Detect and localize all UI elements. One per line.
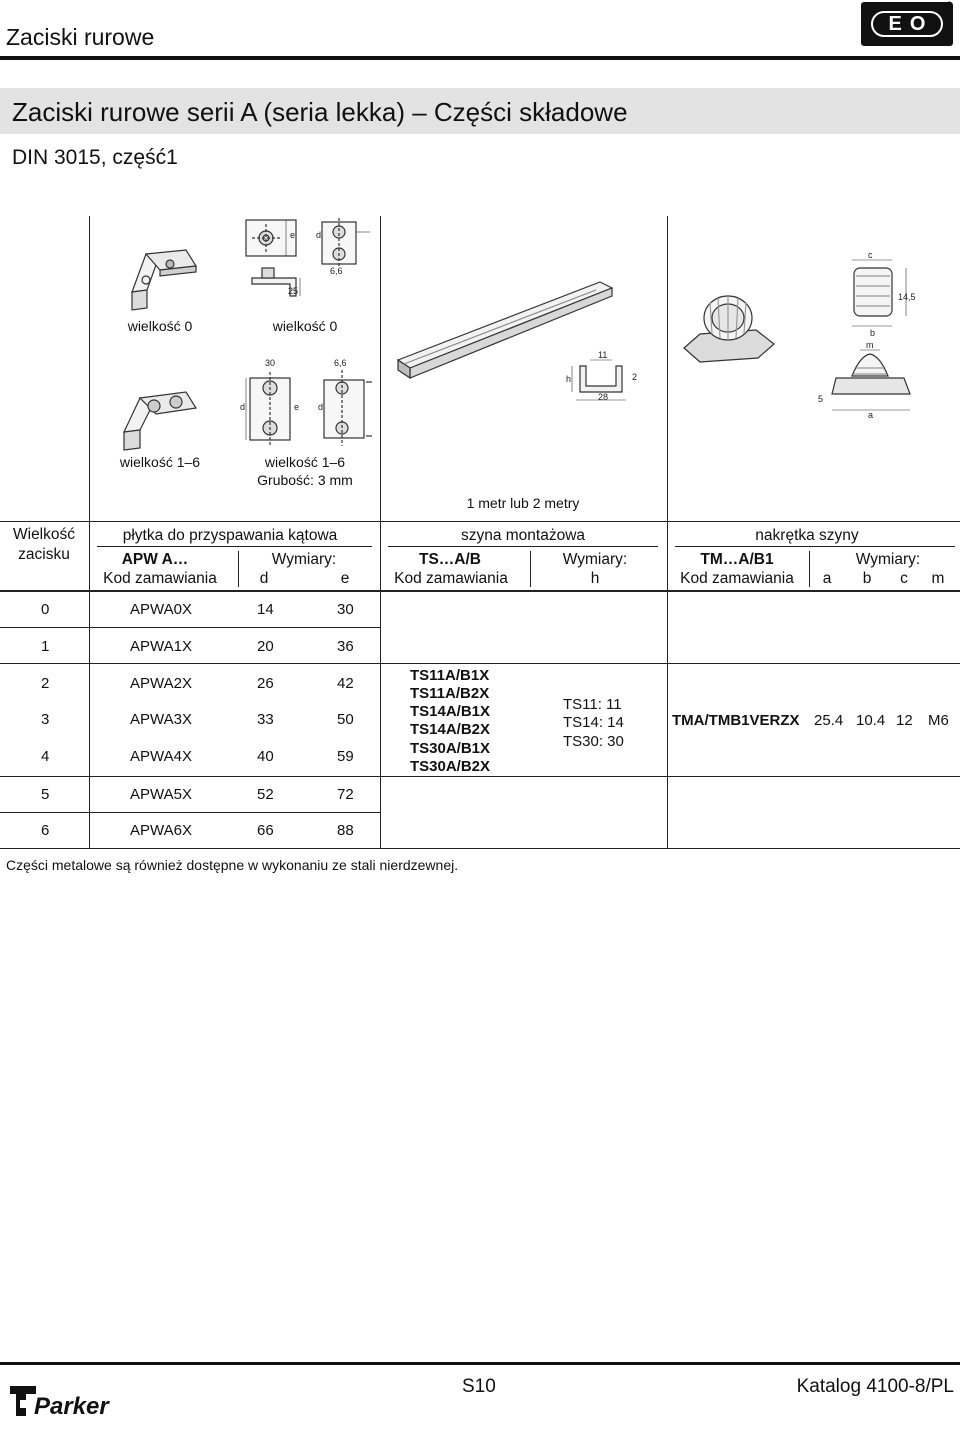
plate-size0-side-icon	[322, 218, 370, 268]
rail-code-5: TS30A/B1X	[410, 740, 491, 757]
rail-group-header: szyna montażowa	[460, 527, 586, 544]
caption-rail-length: 1 metr lub 2 metry	[466, 495, 580, 511]
dim-d: d	[316, 230, 322, 240]
row-size: 3	[41, 711, 50, 728]
dim-m: m	[866, 340, 874, 350]
nut-dims-label: Wymiary:	[855, 551, 921, 568]
row-rule	[0, 776, 960, 777]
parker-logo	[6, 1378, 132, 1424]
row-e: 88	[337, 822, 354, 839]
row-size: 5	[41, 786, 50, 803]
nut-dim-b: b	[862, 570, 872, 587]
nut-value-m: M6	[928, 712, 949, 729]
caption-size0-b: wielkość 0	[272, 318, 338, 334]
col-size-line1: Wielkość	[12, 526, 76, 543]
plate-dim-d: d	[259, 570, 269, 587]
nut-code: TMA/TMB1VERZX	[672, 712, 800, 729]
nut-group-header: nakrętka szyny	[755, 527, 859, 544]
caption-size16-a: wielkość 1–6	[119, 454, 201, 470]
dim-5: 5	[818, 394, 824, 404]
row-e: 42	[337, 675, 354, 692]
plate-dim-e: e	[340, 570, 350, 587]
row-size: 2	[41, 675, 50, 692]
caption-size16-b: wielkość 1–6	[264, 454, 346, 470]
plate-group-header: płytka do przyspawania kątowa	[122, 527, 338, 544]
nut-code-head: TM…A/B1	[700, 551, 774, 568]
row-code: APWA2X	[130, 675, 192, 692]
dim-145: 14,5	[898, 292, 916, 302]
dim-2: 2	[632, 372, 638, 382]
catalog-reference: Katalog 4100-8/PL	[796, 1376, 954, 1397]
row-e: 59	[337, 748, 354, 765]
nut-group-rule	[675, 546, 955, 547]
dim-66b: 6,6	[334, 358, 347, 368]
dim-d3: d	[318, 402, 324, 412]
dim-30: 30	[265, 358, 276, 368]
row-size: 4	[41, 748, 50, 765]
registered-mark: ®	[946, 0, 953, 10]
parker-logo-text: Parker	[34, 1393, 109, 1420]
dim-e: e	[290, 230, 296, 240]
rail-dims-divider	[530, 551, 531, 587]
rail-dim-h: h	[590, 570, 600, 587]
row-d: 14	[257, 601, 274, 618]
dim-a: a	[868, 410, 874, 420]
plate-size16-front-icon	[246, 372, 290, 446]
table-top-rule	[0, 521, 960, 522]
nut-value-a: 25.4	[814, 712, 844, 729]
plate-size16-side-icon	[324, 370, 372, 446]
rail-code-4: TS14A/B2X	[410, 721, 491, 738]
plate-dims-divider	[238, 551, 239, 587]
nut-front-view-icon	[832, 350, 910, 410]
dim-66: 6,6	[330, 266, 343, 276]
eo-logo-text: EO	[871, 11, 943, 37]
nut-dim-c: c	[900, 570, 908, 587]
table-header-rule	[0, 590, 960, 592]
nut-dim-a: a	[822, 570, 832, 587]
row-e: 36	[337, 638, 354, 655]
plate-size0-front-icon	[246, 220, 296, 256]
col-size-line2: zacisku	[18, 546, 70, 563]
row-d: 33	[257, 711, 274, 728]
dim-d2: d	[240, 402, 246, 412]
table-divider-left	[89, 548, 90, 848]
nut-value-c: 12	[896, 712, 913, 729]
dim-h: h	[566, 374, 572, 384]
row-d: 20	[257, 638, 274, 655]
nut-code-label: Kod zamawiania	[680, 570, 794, 587]
eo-logo	[861, 2, 953, 46]
rail-dim-2: TS14: 14	[563, 714, 624, 731]
rail-code-1: TS11A/B1X	[410, 667, 490, 684]
row-code: APWA5X	[130, 786, 192, 803]
rail-nut-icon	[684, 296, 774, 362]
mounting-rail-icon	[398, 282, 612, 378]
row-e: 50	[337, 711, 354, 728]
footnote: Części metalowe są również dostępne w wykonaniu ze stali nierdzewnej.	[6, 857, 459, 873]
dim-11: 11	[598, 350, 608, 360]
row-code: APWA4X	[130, 748, 192, 765]
row-e: 30	[337, 601, 354, 618]
row-e: 72	[337, 786, 354, 803]
dim-b: b	[870, 328, 876, 338]
plate-group-rule	[97, 546, 372, 547]
row-d: 26	[257, 675, 274, 692]
row-size: 1	[41, 638, 50, 655]
rail-code-label: Kod zamawiania	[394, 570, 508, 587]
footer-rule	[0, 1362, 960, 1365]
rail-code-6: TS30A/B2X	[410, 758, 491, 775]
rail-code-3: TS14A/B1X	[410, 703, 491, 720]
row-rule	[0, 663, 960, 664]
row-size: 0	[41, 601, 50, 618]
rail-dims-label: Wymiary:	[562, 551, 628, 568]
dim-28: 28	[598, 392, 609, 402]
row-d: 52	[257, 786, 274, 803]
plate-code-label: Kod zamawiania	[103, 570, 217, 587]
rail-code-head: TS…A/B	[419, 551, 481, 568]
rail-dim-3: TS30: 30	[563, 733, 624, 750]
section-title: Zaciski rurowe serii A (seria lekka) – Części składowe	[12, 97, 628, 127]
row-code: APWA0X	[130, 601, 192, 618]
header-rule	[0, 56, 960, 60]
row-d: 66	[257, 822, 274, 839]
row-rule	[0, 627, 380, 628]
dim-e2: e	[294, 402, 300, 412]
rail-dim-1: TS11: 11	[563, 696, 622, 713]
table-bottom-rule	[0, 848, 960, 849]
row-code: APWA3X	[130, 711, 192, 728]
rail-code-2: TS11A/B2X	[410, 685, 490, 702]
row-size: 6	[41, 822, 50, 839]
page-header-title: Zaciski rurowe	[6, 24, 155, 50]
dim-c: c	[868, 250, 873, 260]
plate-dims-label: Wymiary:	[271, 551, 337, 568]
row-d: 40	[257, 748, 274, 765]
row-code: APWA6X	[130, 822, 192, 839]
section-subtitle: DIN 3015, część1	[12, 146, 178, 169]
rail-group-rule	[388, 546, 658, 547]
row-rule	[0, 812, 380, 813]
angle-plate-size0-icon	[132, 250, 196, 310]
angle-plate-size16-icon	[124, 392, 196, 450]
nut-value-b: 10.4	[856, 712, 886, 729]
dim-25: 25	[288, 286, 299, 296]
plate-code-head: APW A…	[121, 551, 189, 568]
caption-thickness: Grubość: 3 mm	[257, 472, 353, 488]
nut-dims-divider	[809, 551, 810, 587]
page-number: S10	[462, 1376, 496, 1397]
row-code: APWA1X	[130, 638, 192, 655]
caption-size0-a: wielkość 0	[127, 318, 193, 334]
nut-dim-m: m	[931, 570, 945, 587]
